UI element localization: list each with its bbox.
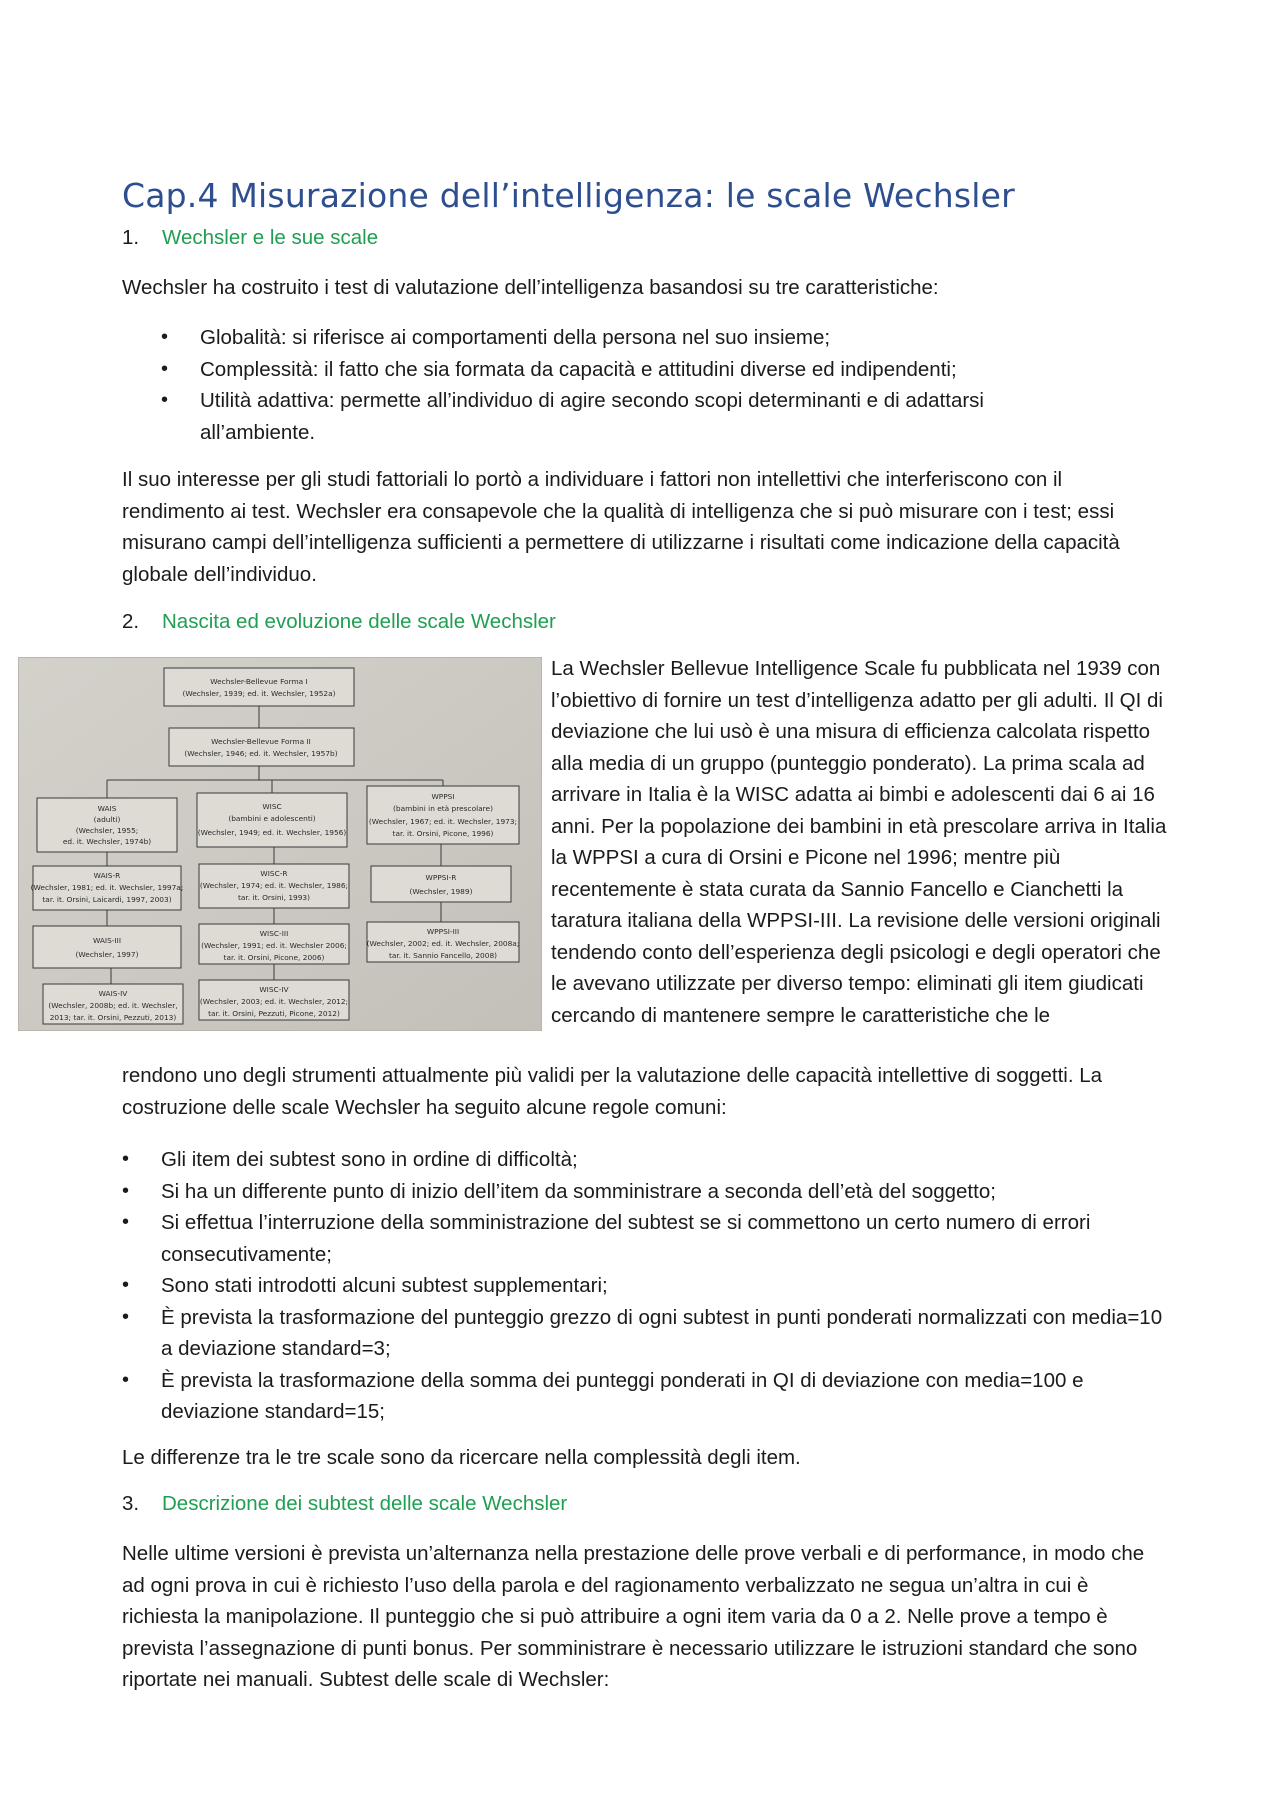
section2-continuation: rendono uno degli strumenti attualmente più validi per la valutazione delle capacità intellettive di soggetti. La costruzione delle scale Wechsler ha seguito alcune regole comuni: (122, 1064, 1103, 1119)
box-label: tar. it. Orsini, Picone, 2006) (223, 953, 325, 962)
section-number: 2. (122, 610, 140, 633)
list-item: • Sono stati introdotti alcuni subtest supplementari; (122, 1270, 1167, 1302)
page-title: Cap.4 Misurazione dell’intelligenza: le scale Wechsler (122, 176, 1015, 215)
box-label: (Wechsler, 1967; ed. it. Wechsler, 1973; (368, 817, 518, 826)
section-number: 3. (122, 1492, 140, 1515)
section2-wrapped-text: La Wechsler Bellevue Intelligence Scale fu pubblicata nel 1939 con l’obiettivo di fornire un test d’intelligenza adatto per gli adulti. Il QI di deviazione che lui usò è una misura di efficienza calcolata rispetto alla media di un gruppo (punteggio ponderato). La prima scala ad arrivare in Italia è la WISC adatta ai bimbi e adolescenti dai 6 ai 16 anni. Per la popolazione dei bambini in età prescolare arriva in Italia la WPPSI a cura di Orsini e Picone nel 1996; mentre più recentemente è stata curata da Sannio Fancello e Cianchetti la taratura italiana della WPPSI-III. La revisione delle versioni originali tendendo conto dell’esperienza degli psicologi e degli operatori che le avevano utilizzate per diverso tempo: eliminati gli item giudicati cercando di mantenere sempre le caratteristiche che le (551, 657, 1167, 1027)
box-label: WISC-III (259, 929, 289, 938)
rules-list (122, 1144, 1167, 1428)
box-label: WAIS-III (92, 936, 122, 945)
box-label: (adulti) (93, 815, 121, 824)
list-item: • Complessità: il fatto che sia formata da capacità e attitudini diverse ed indipendenti; (161, 354, 1081, 386)
box-label: 2013; tar. it. Orsini, Pezzuti, 2013) (49, 1013, 177, 1022)
list-item: • Si ha un differente punto di inizio dell’item da somministrare a seconda dell’età del soggetto; (122, 1176, 1167, 1208)
box-label: (Wechsler, 1946; ed. it. Wechsler, 1957b) (184, 749, 338, 758)
box-label: (Wechsler, 2008b; ed. it. Wechsler, (48, 1001, 178, 1010)
box-label: WPPSI-R (425, 873, 457, 882)
section1-paragraph: Il suo interesse per gli studi fattoriali lo portò a individuare i fattori non intellettivi che interferiscono con il rendimento ai test. Wechsler era consapevole che la qualità di intelligenza che si può misurare con i test; essi misurano campi dell’intelligenza sufficienti a permettere di utilizzarne i risultati come indicazione della capacità globale dell’individuo. (122, 468, 1120, 586)
box-label: WISC (262, 802, 282, 811)
section1-intro: Wechsler ha costruito i test di valutazione dell’intelligenza basandosi su tre caratteristiche: (122, 276, 939, 299)
section2-closing: Le differenze tra le tre scale sono da ricercare nella complessità degli item. (122, 1446, 801, 1469)
box-label: (bambini in età prescolare) (393, 804, 493, 813)
wechsler-scales-diagram-photo (18, 657, 542, 1031)
box-label: (Wechsler, 1981; ed. it. Wechsler, 1997a; (30, 883, 184, 892)
box-label: tar. it. Orsini, Pezzuti, Picone, 2012) (208, 1009, 340, 1018)
box-label: Wechsler-Bellevue Forma II (211, 737, 311, 746)
box-label: (bambini e adolescenti) (228, 814, 316, 823)
box-label: tar. it. Sannio Fancello, 2008) (388, 951, 498, 960)
box-label: tar. it. Orsini, Laicardi, 1997, 2003) (42, 895, 172, 904)
box-label: tar. it. Orsini, 1993) (237, 893, 311, 902)
box-label: WAIS (97, 804, 117, 813)
section-title: Descrizione dei subtest delle scale Wechsler (162, 1492, 568, 1515)
section3-paragraph: Nelle ultime versioni è prevista un’alternanza nella prestazione delle prove verbali e di performance, in modo che ad ogni prova in cui è richiesto l’uso della parola e del ragionamento verbalizzato ne segua un’altra in cui è richiesta la manipolazione. Il punteggio che si può attribuire a ogni item varia da 0 a 2. Nelle prove a tempo è prevista l’assegnazione di punti bonus. Per somministrare è necessario utilizzare le istruzioni standard che sono riportate nei manuali. Subtest delle scale di Wechsler: (122, 1542, 1145, 1691)
box-label: (Wechsler, 1949; ed. it. Wechsler, 1956) (197, 828, 347, 837)
box-label: WAIS-R (93, 871, 121, 880)
box-label: (Wechsler, 1989) (409, 887, 473, 896)
box-label: (Wechsler, 2003; ed. it. Wechsler, 2012; (199, 997, 349, 1006)
box-label: (Wechsler, 1997) (75, 950, 139, 959)
list-item: • È prevista la trasformazione della somma dei punteggi ponderati in QI di deviazione con media=100 e deviazione standard=15; (122, 1365, 1167, 1428)
box-label: (Wechsler, 2002; ed. it. Wechsler, 2008a; (366, 939, 520, 948)
list-item: • Globalità: si riferisce ai comportamenti della persona nel suo insieme; (161, 322, 1081, 354)
box-label: (Wechsler, 1974; ed. it. Wechsler, 1986; (199, 881, 349, 890)
section-title: Wechsler e le sue scale (162, 226, 379, 249)
box-label: (Wechsler, 1991; ed. it. Wechsler 2006; (201, 941, 347, 950)
box-label: WISC-R (260, 869, 288, 878)
section-title: Nascita ed evoluzione delle scale Wechsler (162, 610, 556, 633)
list-item: • È prevista la trasformazione del punteggio grezzo di ogni subtest in punti ponderati normalizzati con media=10 a deviazione standard=3; (122, 1302, 1167, 1365)
box-label: ed. it. Wechsler, 1974b) (62, 837, 152, 846)
list-item: • Si effettua l’interruzione della somministrazione del subtest se si commettono un certo numero di errori consecutivamente; (122, 1207, 1167, 1270)
box-label: tar. it. Orsini, Picone, 1996) (392, 829, 494, 838)
section-number: 1. (122, 226, 140, 249)
box-label: WISC-IV (259, 985, 289, 994)
list-item: • Utilità adattiva: permette all’individuo di agire secondo scopi determinanti e di adattarsi all’ambiente. (161, 385, 1081, 448)
box-label: (Wechsler, 1939; ed. it. Wechsler, 1952a) (182, 689, 336, 698)
section-heading-3 (122, 1492, 567, 1516)
box-label: Wechsler-Bellevue Forma I (210, 677, 308, 686)
list-item: • Gli item dei subtest sono in ordine di difficoltà; (122, 1144, 1167, 1176)
section-heading-2 (122, 610, 556, 634)
box-label: WAIS-IV (98, 989, 128, 998)
box-label: WPPSI-III (426, 927, 460, 936)
box-label: WPPSI (431, 792, 455, 801)
section-heading-1 (122, 226, 378, 250)
characteristics-list (161, 322, 1081, 448)
box-label: (Wechsler, 1955; (75, 826, 139, 835)
